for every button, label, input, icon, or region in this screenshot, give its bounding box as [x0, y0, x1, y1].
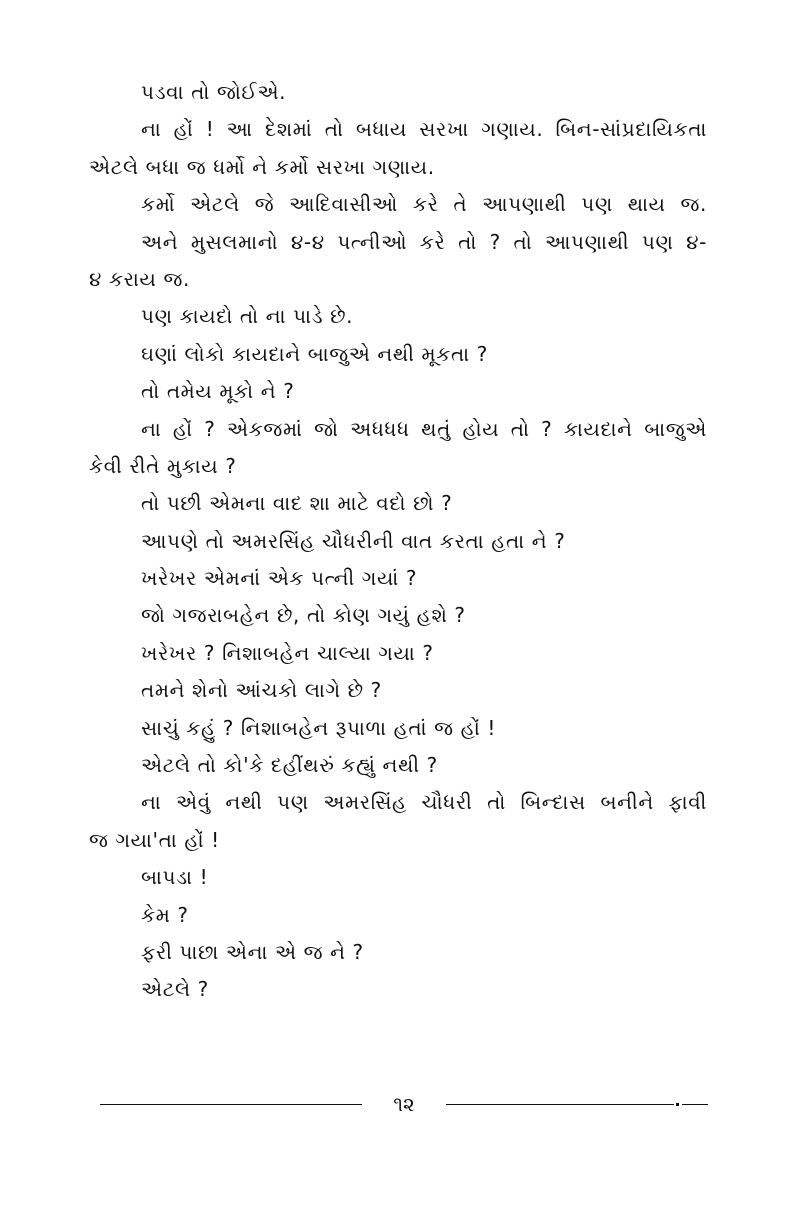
text-line: એટલે ?: [141, 977, 209, 1002]
text-line: એટલે બધા જ ધર્મો ને કર્મો સરખા ગણાય.: [89, 154, 435, 179]
text-line: બાપડા !: [141, 865, 209, 890]
footer-rule-right: [446, 1104, 674, 1105]
text-line: ખરેખર ? નિશાબહેન ચાલ્યા ગયા ?: [141, 640, 434, 665]
text-line: પણ કાયદો તો ના પાડે છે.: [141, 304, 354, 329]
text-line: તો તમેય મૂકો ને ?: [141, 379, 295, 404]
footer-rule-tail: [682, 1104, 708, 1105]
text-line: ૪ કરાય જ.: [89, 266, 190, 291]
text-line: ના હોં ! આ દેશમાં તો બધાય સરખા ગણાય. બિન-સાંપ્રદાયિકતા: [141, 117, 707, 142]
page-number: ૧૨: [393, 1092, 415, 1116]
text-line: સાચું કહું ? નિશાબહેન રૂપાળા હતાં જ હોં !: [141, 715, 496, 740]
footer-rule-dot: [676, 1103, 679, 1106]
text-line: તો પછી એમના વાદ શા માટે વદો છો ?: [141, 491, 453, 516]
text-line: એટલે તો કો'કે દહીંથરું કહ્યું નથી ?: [141, 753, 438, 778]
text-line: ના એવું નથી પણ અમરસિંહ ચૌધરી તો બિન્દાસ બનીને ફાવી: [141, 790, 707, 815]
text-line: જ ગયા'તા હોં !: [89, 827, 220, 852]
page-footer: [100, 1090, 708, 1118]
text-line: ફરી પાછા એના એ જ ને ?: [141, 939, 364, 964]
text-line: કેમ ?: [141, 902, 189, 927]
text-line: આપણે તો અમરસિંહ ચૌધરીની વાત કરતા હતા ને ?: [141, 528, 566, 553]
text-line: ખરેખર એમનાં એક પત્ની ગયાં ?: [141, 566, 418, 591]
text-line: ઘણાં લોકો કાયદાને બાજુએ નથી મૂકતા ?: [141, 341, 488, 366]
text-line: તમને શેનો આંચકો લાગે છે ?: [141, 678, 382, 703]
text-line: જો ગજરાબહેન છે, તો કોણ ગયું હશે ?: [141, 603, 466, 628]
text-line: પડવા તો જોઈએ.: [141, 80, 287, 104]
footer-rule-left: [100, 1104, 362, 1105]
text-line: ના હોં ? એકજમાં જો અધધધ થતું હોય તો ? કાયદાને બાજુએ: [141, 416, 707, 441]
text-line: કર્મો એટલે જે આદિવાસીઓ કરે તે આપણાથી પણ થાય જ.: [141, 192, 707, 217]
text-line: અને મુસલમાનો ૪-૪ પત્નીઓ કરે તો ? તો આપણાથી પણ ૪-: [141, 229, 707, 254]
page-body: [89, 74, 707, 1009]
text-line: કેવી રીતે મુકાય ?: [89, 453, 237, 478]
